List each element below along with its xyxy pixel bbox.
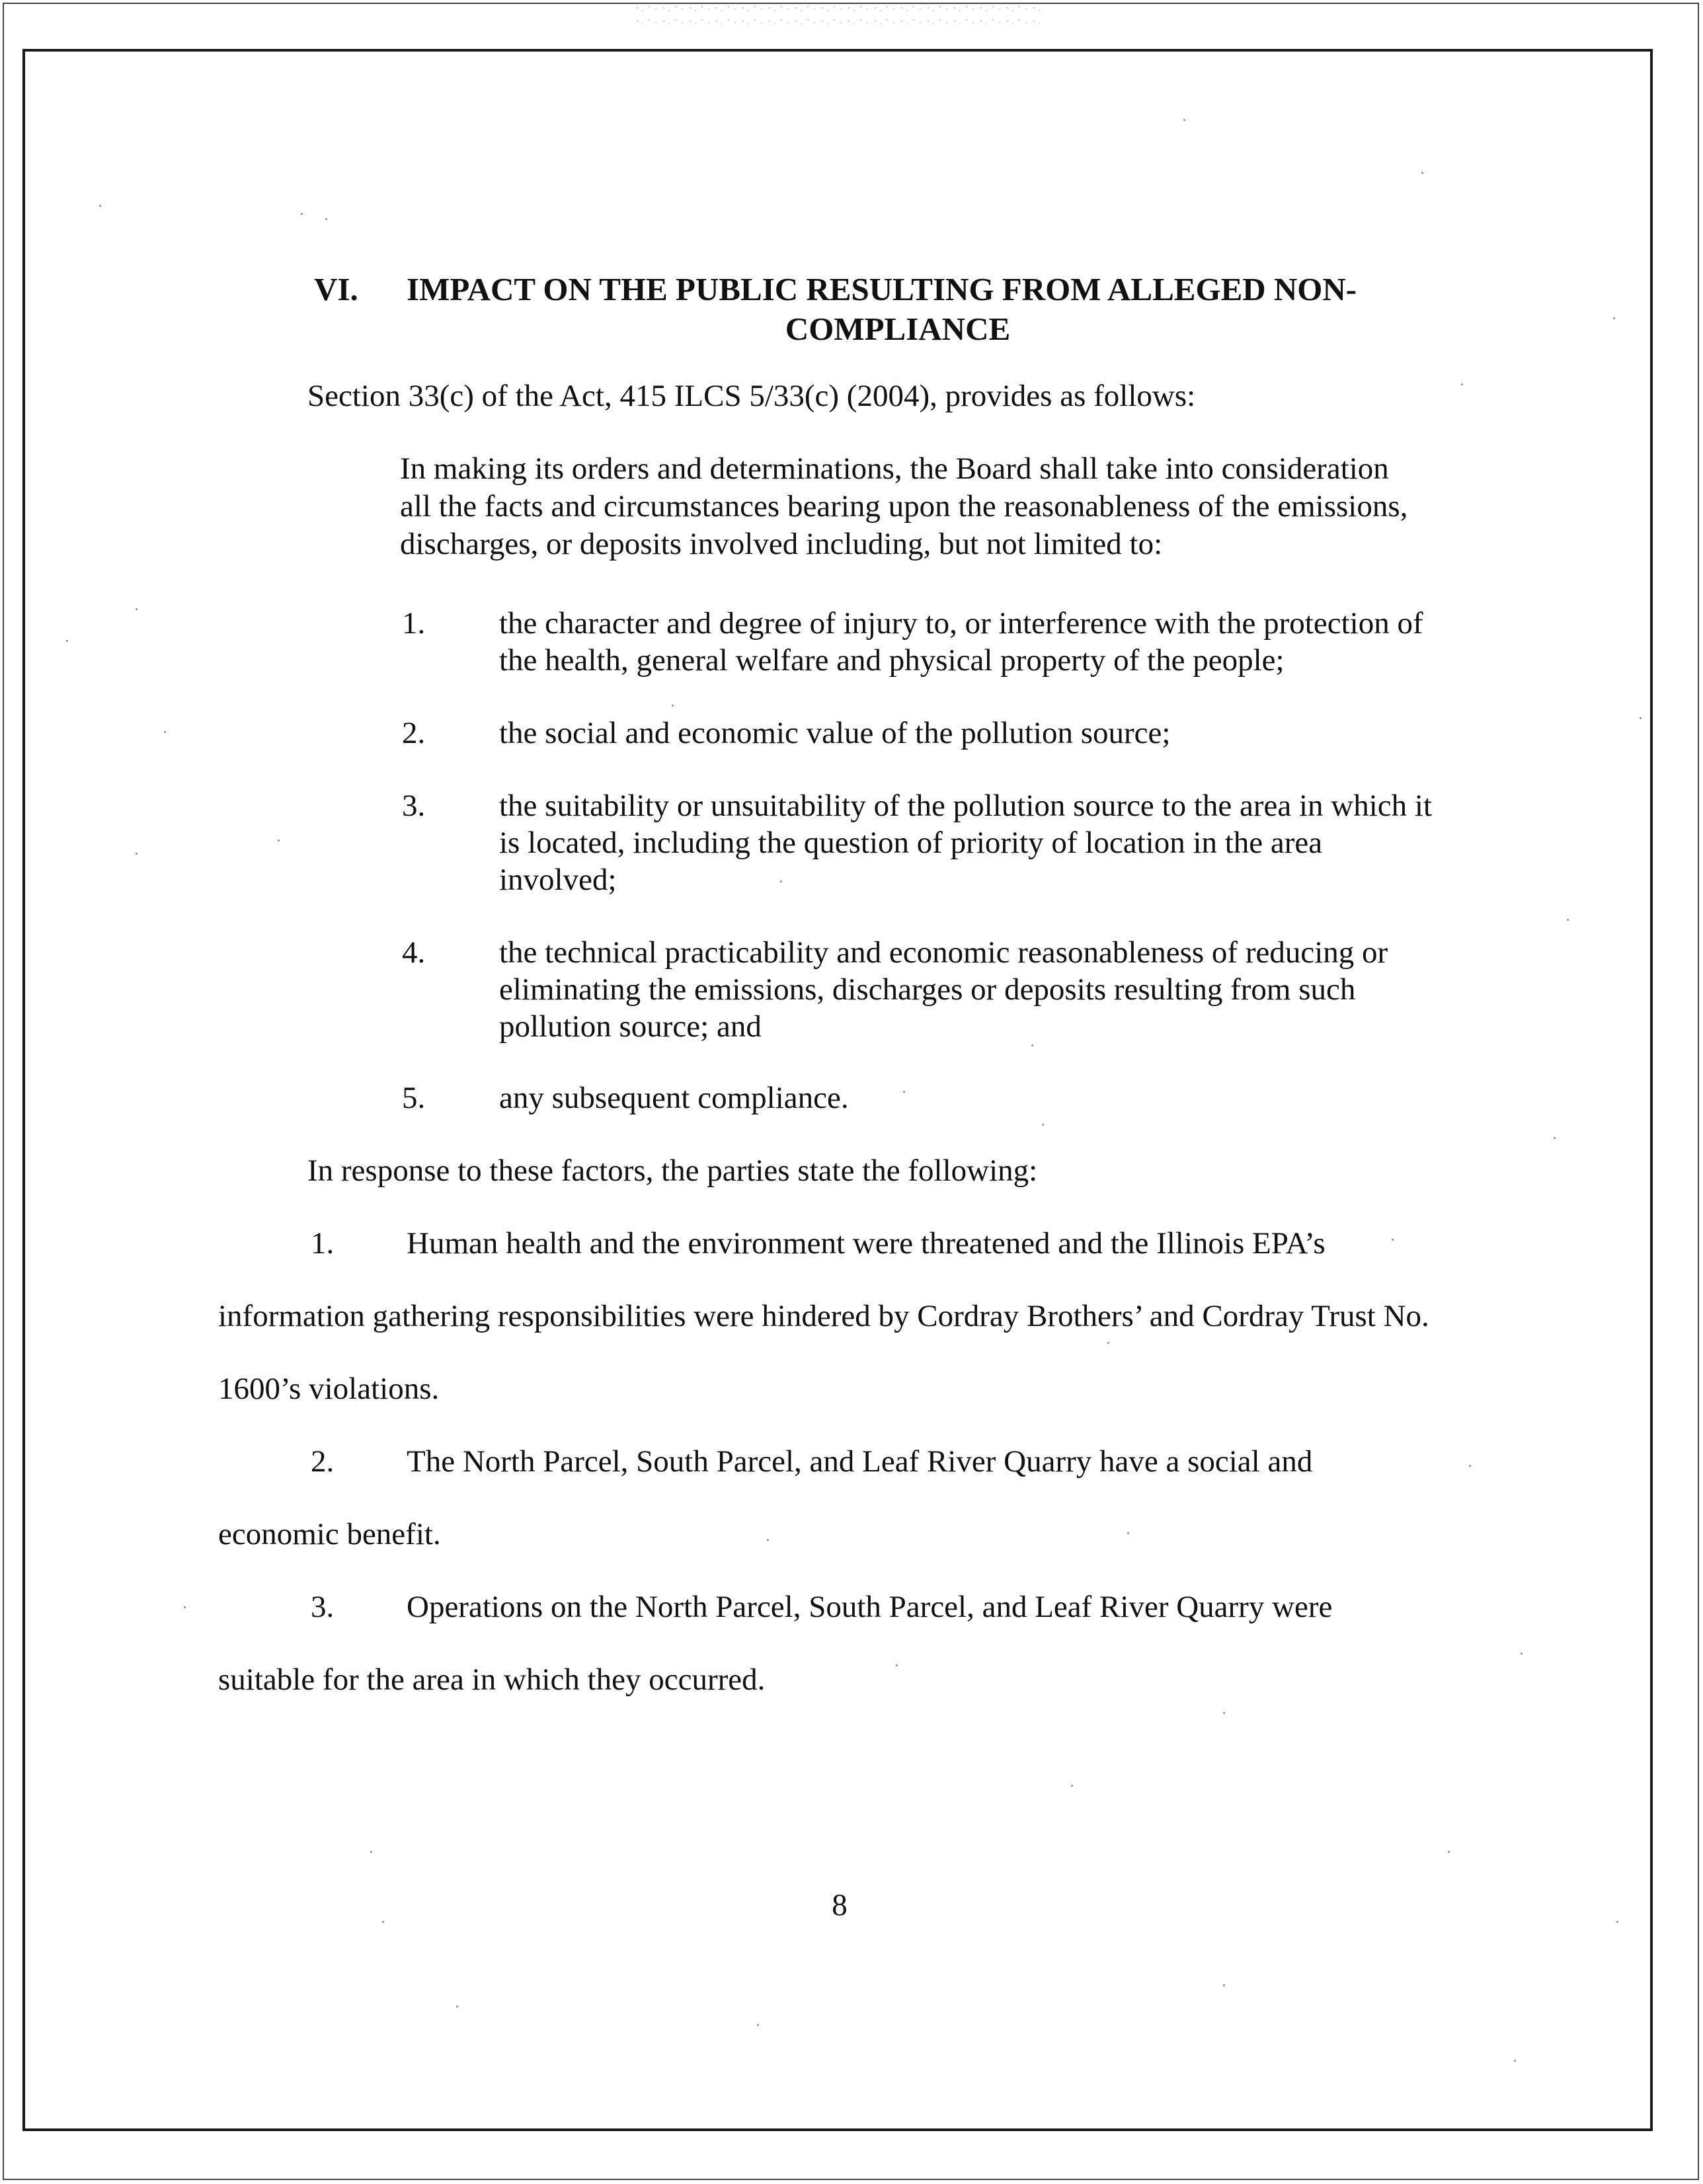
quote-item-number: 2. <box>402 716 426 750</box>
scan-speck <box>1127 1532 1129 1534</box>
scan-artifact <box>635 3 1045 29</box>
scan-speck <box>66 640 68 642</box>
scan-speck <box>1042 1124 1044 1126</box>
response-line: information gathering responsibilities were hindered by Cordray Brothers’ and Cordray Trust No. <box>218 1299 1429 1333</box>
scan-speck <box>325 218 327 220</box>
scan-speck <box>164 731 166 733</box>
scan-speck <box>1107 1342 1109 1344</box>
quote-item-line: any subsequent compliance. <box>499 1081 849 1115</box>
quote-item-line: eliminating the emissions, discharges or deposits resulting from such <box>499 972 1356 1007</box>
scan-speck <box>1640 717 1642 719</box>
quote-item-number: 5. <box>402 1081 426 1115</box>
scan-speck <box>757 2024 759 2026</box>
scan-speck <box>301 213 303 215</box>
scan-speck <box>1613 317 1615 319</box>
scan-speck <box>1514 2060 1516 2062</box>
response-line: 1600’s violations. <box>218 1372 440 1406</box>
section-title-line1: IMPACT ON THE PUBLIC RESULTING FROM ALLEGED NON- <box>407 271 1357 307</box>
quote-line: In making its orders and determinations, the Board shall take into consideration <box>400 451 1389 486</box>
scan-speck <box>1461 383 1463 385</box>
scan-speck <box>1421 172 1423 174</box>
response-line: suitable for the area in which they occurred. <box>218 1662 766 1697</box>
section-number: VI. <box>314 271 358 307</box>
response-number: 2. <box>311 1444 335 1479</box>
section-title-line2: COMPLIANCE <box>785 311 1011 347</box>
page-number: 8 <box>832 1888 848 1922</box>
response-number: 3. <box>311 1590 335 1624</box>
response-intro: In response to these factors, the parties state the following: <box>307 1153 1038 1188</box>
scan-speck <box>1448 1851 1450 1853</box>
scan-speck <box>1469 1465 1471 1467</box>
quote-line: discharges, or deposits involved including, but not limited to: <box>400 527 1163 561</box>
scan-speck <box>903 1091 905 1093</box>
scan-speck <box>1567 919 1569 921</box>
scan-speck <box>1183 119 1185 121</box>
scan-speck <box>672 705 674 707</box>
scan-speck <box>1392 1239 1394 1241</box>
scan-speck <box>136 853 138 855</box>
scan-speck <box>780 880 782 882</box>
quote-item-line: the health, general welfare and physical property of the people; <box>499 643 1285 678</box>
scan-speck <box>1554 1137 1556 1139</box>
quote-item-line: the suitability or unsuitability of the pollution source to the area in which it <box>499 789 1433 823</box>
quote-item-line: the technical practicability and economic reasonableness of reducing or <box>499 935 1388 970</box>
scan-speck <box>99 205 101 207</box>
quote-item-number: 4. <box>402 935 426 970</box>
quote-item-line: involved; <box>499 863 617 897</box>
response-line: economic benefit. <box>218 1517 441 1551</box>
scan-speck <box>1223 1712 1225 1714</box>
quote-item-line: is located, including the question of priority of location in the area <box>499 826 1323 860</box>
quote-item-number: 1. <box>402 606 426 641</box>
response-line: Operations on the North Parcel, South Parcel, and Leaf River Quarry were <box>407 1590 1333 1624</box>
scan-speck <box>184 1606 186 1608</box>
scan-speck <box>370 1851 372 1853</box>
quote-line: all the facts and circumstances bearing upon the reasonableness of the emissions, <box>400 489 1408 524</box>
scan-speck <box>1071 1785 1073 1787</box>
scan-speck <box>1521 1653 1523 1655</box>
scan-speck <box>896 1664 898 1666</box>
scan-speck <box>456 2006 458 2008</box>
scan-speck <box>1223 1984 1225 1986</box>
scan-speck <box>278 839 280 841</box>
response-line: The North Parcel, South Parcel, and Leaf River Quarry have a social and <box>407 1444 1313 1479</box>
quote-item-line: the social and economic value of the pollution source; <box>499 716 1171 750</box>
scan-speck <box>382 1921 384 1923</box>
quote-item-line: pollution source; and <box>499 1009 762 1044</box>
response-number: 1. <box>311 1226 335 1261</box>
scan-speck <box>1031 1044 1033 1046</box>
scan-speck <box>136 608 138 610</box>
response-line: Human health and the environment were threatened and the Illinois EPA’s <box>407 1226 1326 1261</box>
intro-text: Section 33(c) of the Act, 415 ILCS 5/33(c) (2004), provides as follows: <box>307 379 1196 413</box>
scan-speck <box>767 1539 769 1541</box>
scan-speck <box>1616 1921 1618 1923</box>
quote-item-number: 3. <box>402 789 426 823</box>
quote-item-line: the character and degree of injury to, or interference with the protection of <box>499 606 1423 641</box>
